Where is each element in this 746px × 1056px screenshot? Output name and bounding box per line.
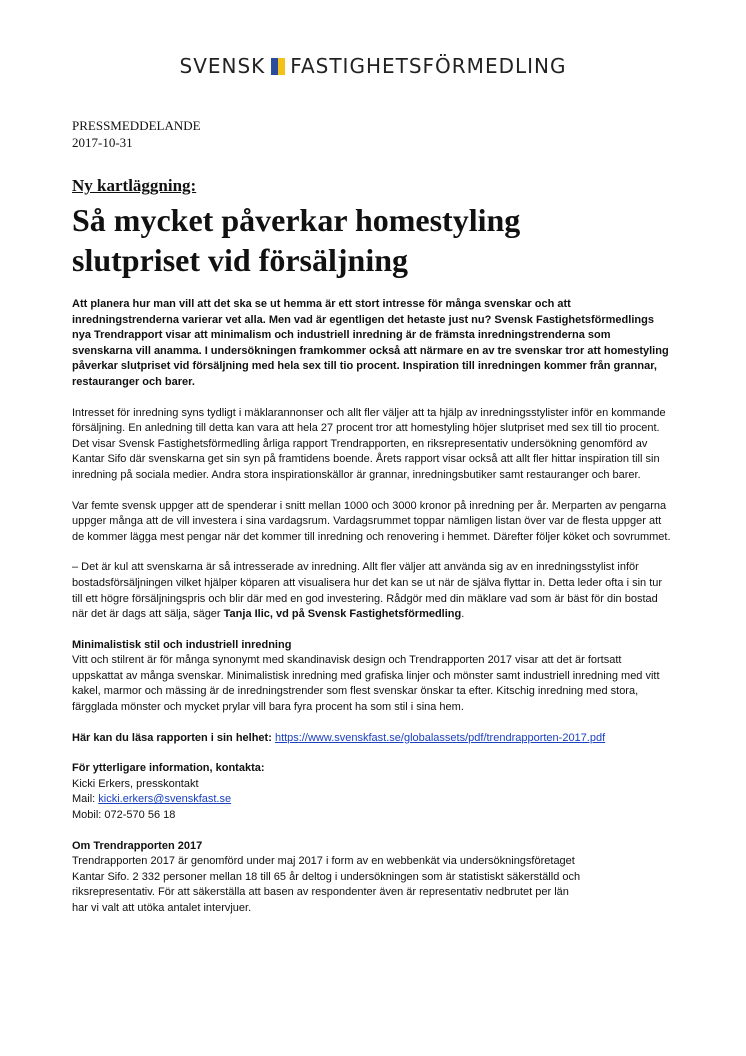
headline-line-1: Så mycket påverkar homestyling (72, 202, 521, 238)
flag-icon (271, 58, 285, 75)
headline-line-2: slutpriset vid försäljning (72, 242, 409, 278)
lead-paragraph: Att planera hur man vill att det ska se ut hemma är ett stort intresse för många svenskar och att inredningstrenderna varierar vet alla. Men vad är egentligen det hetaste just nu? Svensk Fastighetsförmedlings nya Trendrapport visar att minimalism och industriell inredning är de främsta inredningstrenderna som svenskarna vill anamma. I undersökningen framkommer också att närmare en av tre svenskar tror att homestyling påverkar slutpriset vid försäljning med hela sex till tio procent. Inspiration till inredningen kommer från grannar, restauranger och barer. (72, 298, 669, 388)
kicker: Ny kartläggning: (72, 176, 197, 195)
document-type: PRESSMEDDELANDE (72, 118, 201, 133)
report-line (72, 731, 672, 747)
section-paragraph: Vitt och stilrent är för många synonymt med skandinavisk design och Trendrapporten 2017 visar att det är fortsatt uppskattat av många svenskar. Minimalistisk inredning med grafiska linjer och mönster samt industriell inredning med vitt kakel, marmor och mässing är de inredningstrender som flest svenskar önskar ta efter. Kitschig inredning med stora, färgglada mönster och mycket prylar vill bara fyra procent ha som stil i sina hem. (72, 654, 660, 714)
publish-date: 2017-10-31 (72, 135, 133, 150)
quote-text: – Det är kul att svenskarna är så intresserade av inredning. Allt fler väljer att använda sig av en inredningsstylist inför bostadsförsäljningen vilket hjälper köparen att visualisera hur det kan se ut när de själva flyttar in. Detta leder ofta i sin tur till ett högre försäljningspris och blir där med en god investering. Rådgör med din mäklare vad som är bäst för din bostad när det är dags att sälja, säger (72, 561, 663, 621)
quote-paragraph (72, 560, 672, 622)
logo-text-right: FASTIGHETSFÖRMEDLING (290, 54, 567, 78)
quote-speaker: Tanja Ilic, vd på Svensk Fastighetsförmedling (223, 608, 462, 621)
body-paragraph-1: Intresset för inredning syns tydligt i mäklarannonser och allt fler väljer att ta hjälp av inredningsstylister inför en kommande försäljning. En anledning till detta kan vara att hela 27 procent tror att homestyling höjer slutpriset med sex till tio procent. Det visar Svensk Fastighetsförmedling årliga rapport Trendrapporten, en riksrepresentativ undersökning genomförd av Kantar Sifo där svenskarna get sin syn på framtidens boende. Årets rapport visar också att allt fler hittar inspiration till sin inredning på sociala medier. Andra stora inspirationskällor är grannar, inredningsbutiker samt restauranger och barer. (72, 406, 666, 481)
about-line-4: har vi valt att utöka antalet intervjuer. (72, 902, 252, 914)
contact-mail-line (72, 792, 672, 808)
about-heading: Om Trendrapporten 2017 (72, 839, 203, 852)
email-link[interactable]: kicki.erkers@svenskfast.se (98, 793, 232, 806)
press-meta (72, 117, 201, 151)
about-line-1: Trendrapporten 2017 är genomförd under maj 2017 i form av en webbenkät via undersökningsföretaget (72, 855, 575, 868)
report-label: Här kan du läsa rapporten i sin helhet: (72, 731, 272, 744)
article-body (72, 297, 672, 917)
about-line-2: Kantar Sifo. 2 332 personer mellan 18 till 65 år deltog i undersökningen som är statistiskt säkerställd och (72, 870, 581, 883)
quote-end: . (461, 608, 465, 621)
logo-text-left: SVENSK (179, 54, 266, 78)
about-line-3: riksrepresentativ. För att säkerställa att basen av respondenter även är representativ nedbrutet per län (72, 886, 569, 899)
section-heading: Minimalistisk stil och industriell inredning (72, 638, 292, 651)
contact-heading: För ytterligare information, kontakta: (72, 762, 265, 775)
contact-name: Kicki Erkers, presskontakt (72, 777, 199, 790)
body-paragraph-2: Var femte svensk uppger att de spenderar i snitt mellan 1000 och 3000 kronor på inredning per år. Merparten av pengarna uppger många att de vill investera i sina vardagsrum. Vardagsrummet toppar nämligen listan över var de flesta uppger att de kommer lägga mest pengar när det kommer till inredning och renovering i hemmet. Därefter följer köket och sovrummet. (72, 499, 671, 543)
page-title (72, 200, 672, 280)
contact-phone: Mobil: 072-570 56 18 (72, 809, 176, 822)
company-logo (0, 54, 746, 78)
report-link[interactable]: https://www.svenskfast.se/globalassets/pdf/trendrapporten-2017.pdf (274, 731, 606, 744)
mail-label: Mail: (72, 793, 99, 806)
